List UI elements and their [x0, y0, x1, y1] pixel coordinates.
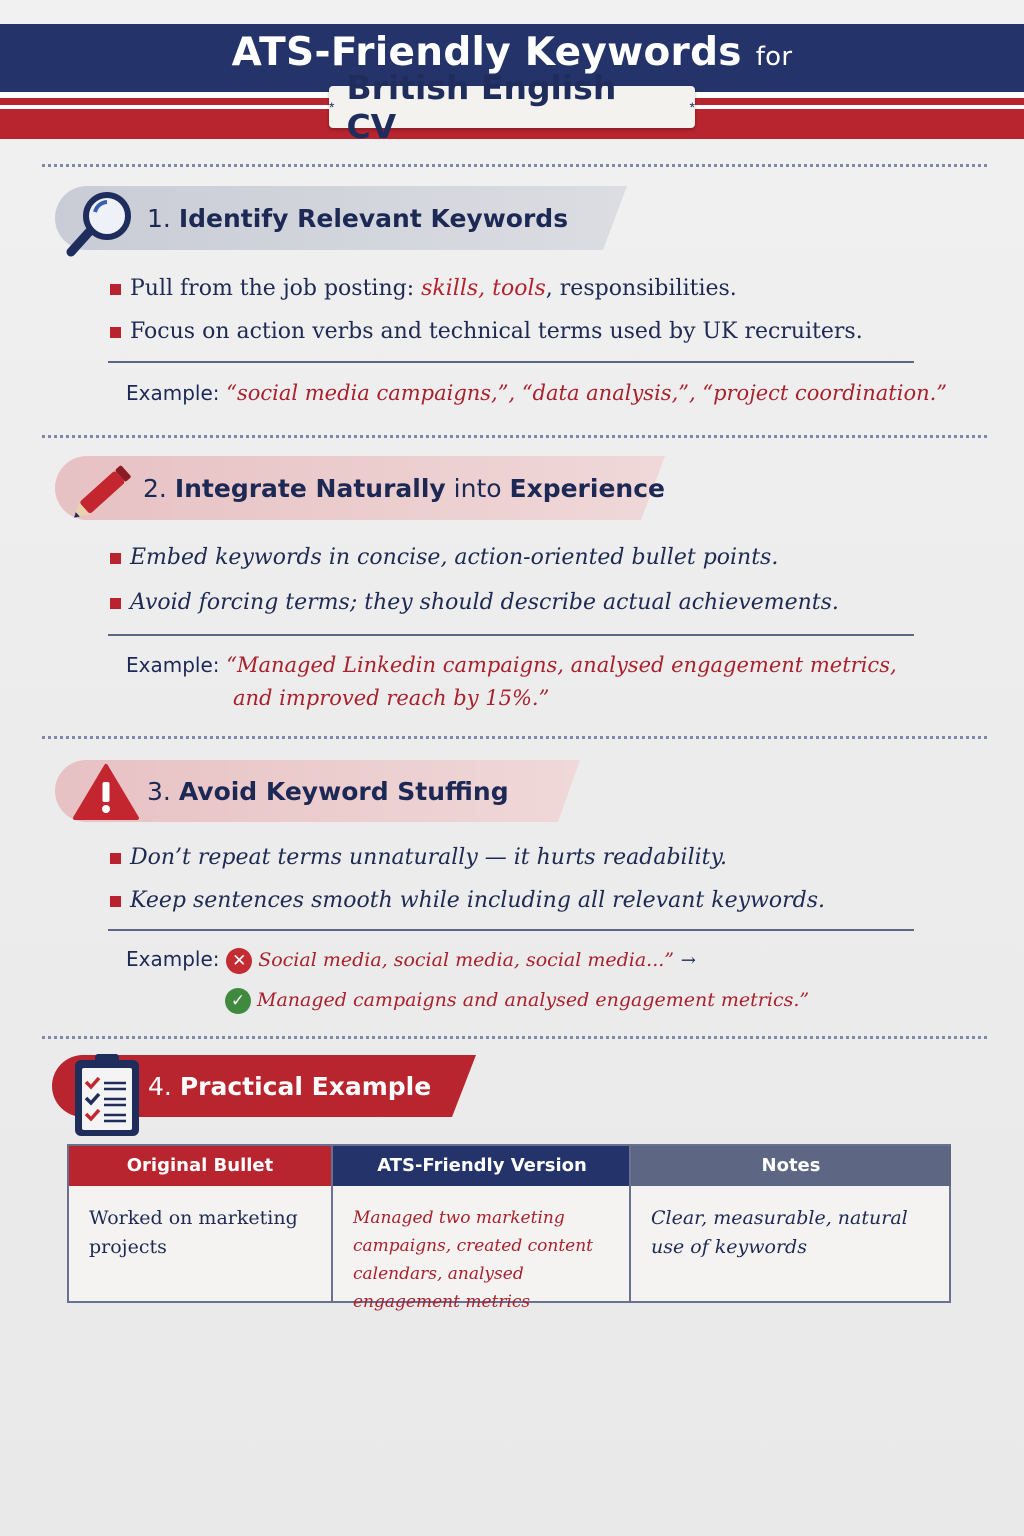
- title-main: ATS-Friendly Keywords: [231, 30, 742, 75]
- ats-version-column: [331, 1146, 631, 1312]
- table-header: Original Bullet: [69, 1146, 331, 1186]
- subtitle-badge: [329, 68, 695, 146]
- bullet-text: Focus on action verbs and technical terms used by UK recruiters.: [130, 319, 863, 344]
- dotted-divider: [42, 1036, 987, 1039]
- example-label: Example:: [126, 947, 220, 971]
- cross-icon: ✕: [226, 948, 252, 974]
- list-item: [108, 588, 839, 618]
- example-text: and improved reach by 15%.”: [233, 686, 550, 710]
- list-item: [108, 886, 825, 916]
- practical-example-table: [67, 1144, 951, 1312]
- bullet-text: Embed keywords in concise, action-oriented bullet points.: [130, 545, 779, 570]
- pencil-icon: [65, 458, 141, 528]
- section-rule: [108, 634, 914, 636]
- section-3-good-example: [225, 987, 809, 1014]
- section-heading: Avoid Keyword Stuffing: [178, 776, 509, 806]
- bullet-text: Don’t repeat terms unnaturally — it hurts readability.: [130, 845, 727, 870]
- star-icon: *: [329, 99, 335, 115]
- section-number: 2.: [143, 473, 167, 503]
- section-heading: Practical Example: [179, 1071, 432, 1101]
- page-subtitle: British English CV: [346, 68, 617, 146]
- clipboard-checklist-icon: [72, 1052, 142, 1142]
- section-heading: Integrate Naturally: [174, 473, 446, 503]
- section-3-title: [147, 760, 509, 822]
- warning-icon: [71, 762, 141, 822]
- section-heading: Identify Relevant Keywords: [178, 203, 569, 233]
- example-text: “Managed Linkedin campaigns, analysed engagement metrics,: [226, 653, 897, 677]
- table-cell: Managed two marketing campaigns, created content calendars, analysed engagement metrics: [353, 1208, 593, 1312]
- section-4-banner: [52, 1055, 476, 1119]
- bullet-text: Avoid forcing terms; they should describe actual achievements.: [130, 590, 839, 615]
- section-2-bullets: [108, 543, 839, 618]
- table-header: ATS-Friendly Version: [333, 1146, 631, 1186]
- checkmark-icon: ✓: [225, 988, 251, 1014]
- section-1-title: [147, 186, 568, 250]
- list-item: [108, 317, 863, 347]
- section-1-banner: [55, 186, 627, 250]
- good-example-text: Managed campaigns and analysed engagement metrics.”: [257, 989, 810, 1011]
- section-number: 3.: [147, 776, 171, 806]
- table-header: Notes: [631, 1146, 951, 1186]
- keyword-highlight: skills, tools: [421, 276, 546, 301]
- section-2-banner: [55, 456, 665, 520]
- dotted-divider: [42, 435, 987, 438]
- section-heading: Experience: [509, 473, 665, 503]
- table-cell: Clear, measurable, natural use of keywords: [651, 1207, 908, 1258]
- star-icon: *: [689, 99, 695, 115]
- original-bullet-column: [69, 1146, 331, 1301]
- bad-example-text: Social media, social media, social media...”: [258, 949, 674, 971]
- list-item: [108, 543, 839, 573]
- bullet-text: , responsibilities.: [545, 276, 737, 301]
- section-rule: [108, 361, 914, 363]
- section-3-example: [126, 947, 696, 974]
- section-4-title: [148, 1055, 431, 1117]
- example-text: “social media campaigns,”, “data analysis,”, “project coordination.”: [226, 381, 948, 405]
- magnifying-glass-icon: [63, 190, 135, 258]
- section-number: 4.: [148, 1071, 172, 1101]
- section-3-bullets: [108, 843, 825, 916]
- table-cell: Worked on marketing projects: [89, 1207, 298, 1258]
- section-number: 1.: [147, 203, 171, 233]
- section-1-bullets: [108, 274, 863, 347]
- notes-column: [629, 1146, 951, 1301]
- title-for: for: [755, 42, 793, 72]
- example-label: Example:: [126, 381, 220, 405]
- section-2-example: [126, 653, 897, 677]
- example-label: Example:: [126, 653, 220, 677]
- section-heading-connector: into: [453, 473, 502, 503]
- list-item: [108, 274, 863, 304]
- section-1-example: [126, 381, 947, 405]
- section-3-banner: [55, 760, 580, 824]
- list-item: [108, 843, 825, 873]
- section-2-example-line2: [233, 686, 549, 710]
- dotted-divider: [42, 736, 987, 739]
- bullet-text: Pull from the job posting:: [130, 276, 415, 301]
- section-rule: [108, 929, 914, 931]
- section-2-title: [143, 456, 665, 520]
- bullet-text: Keep sentences smooth while including all relevant keywords.: [130, 888, 825, 913]
- dotted-divider: [42, 164, 987, 167]
- arrow-icon: →: [680, 950, 696, 971]
